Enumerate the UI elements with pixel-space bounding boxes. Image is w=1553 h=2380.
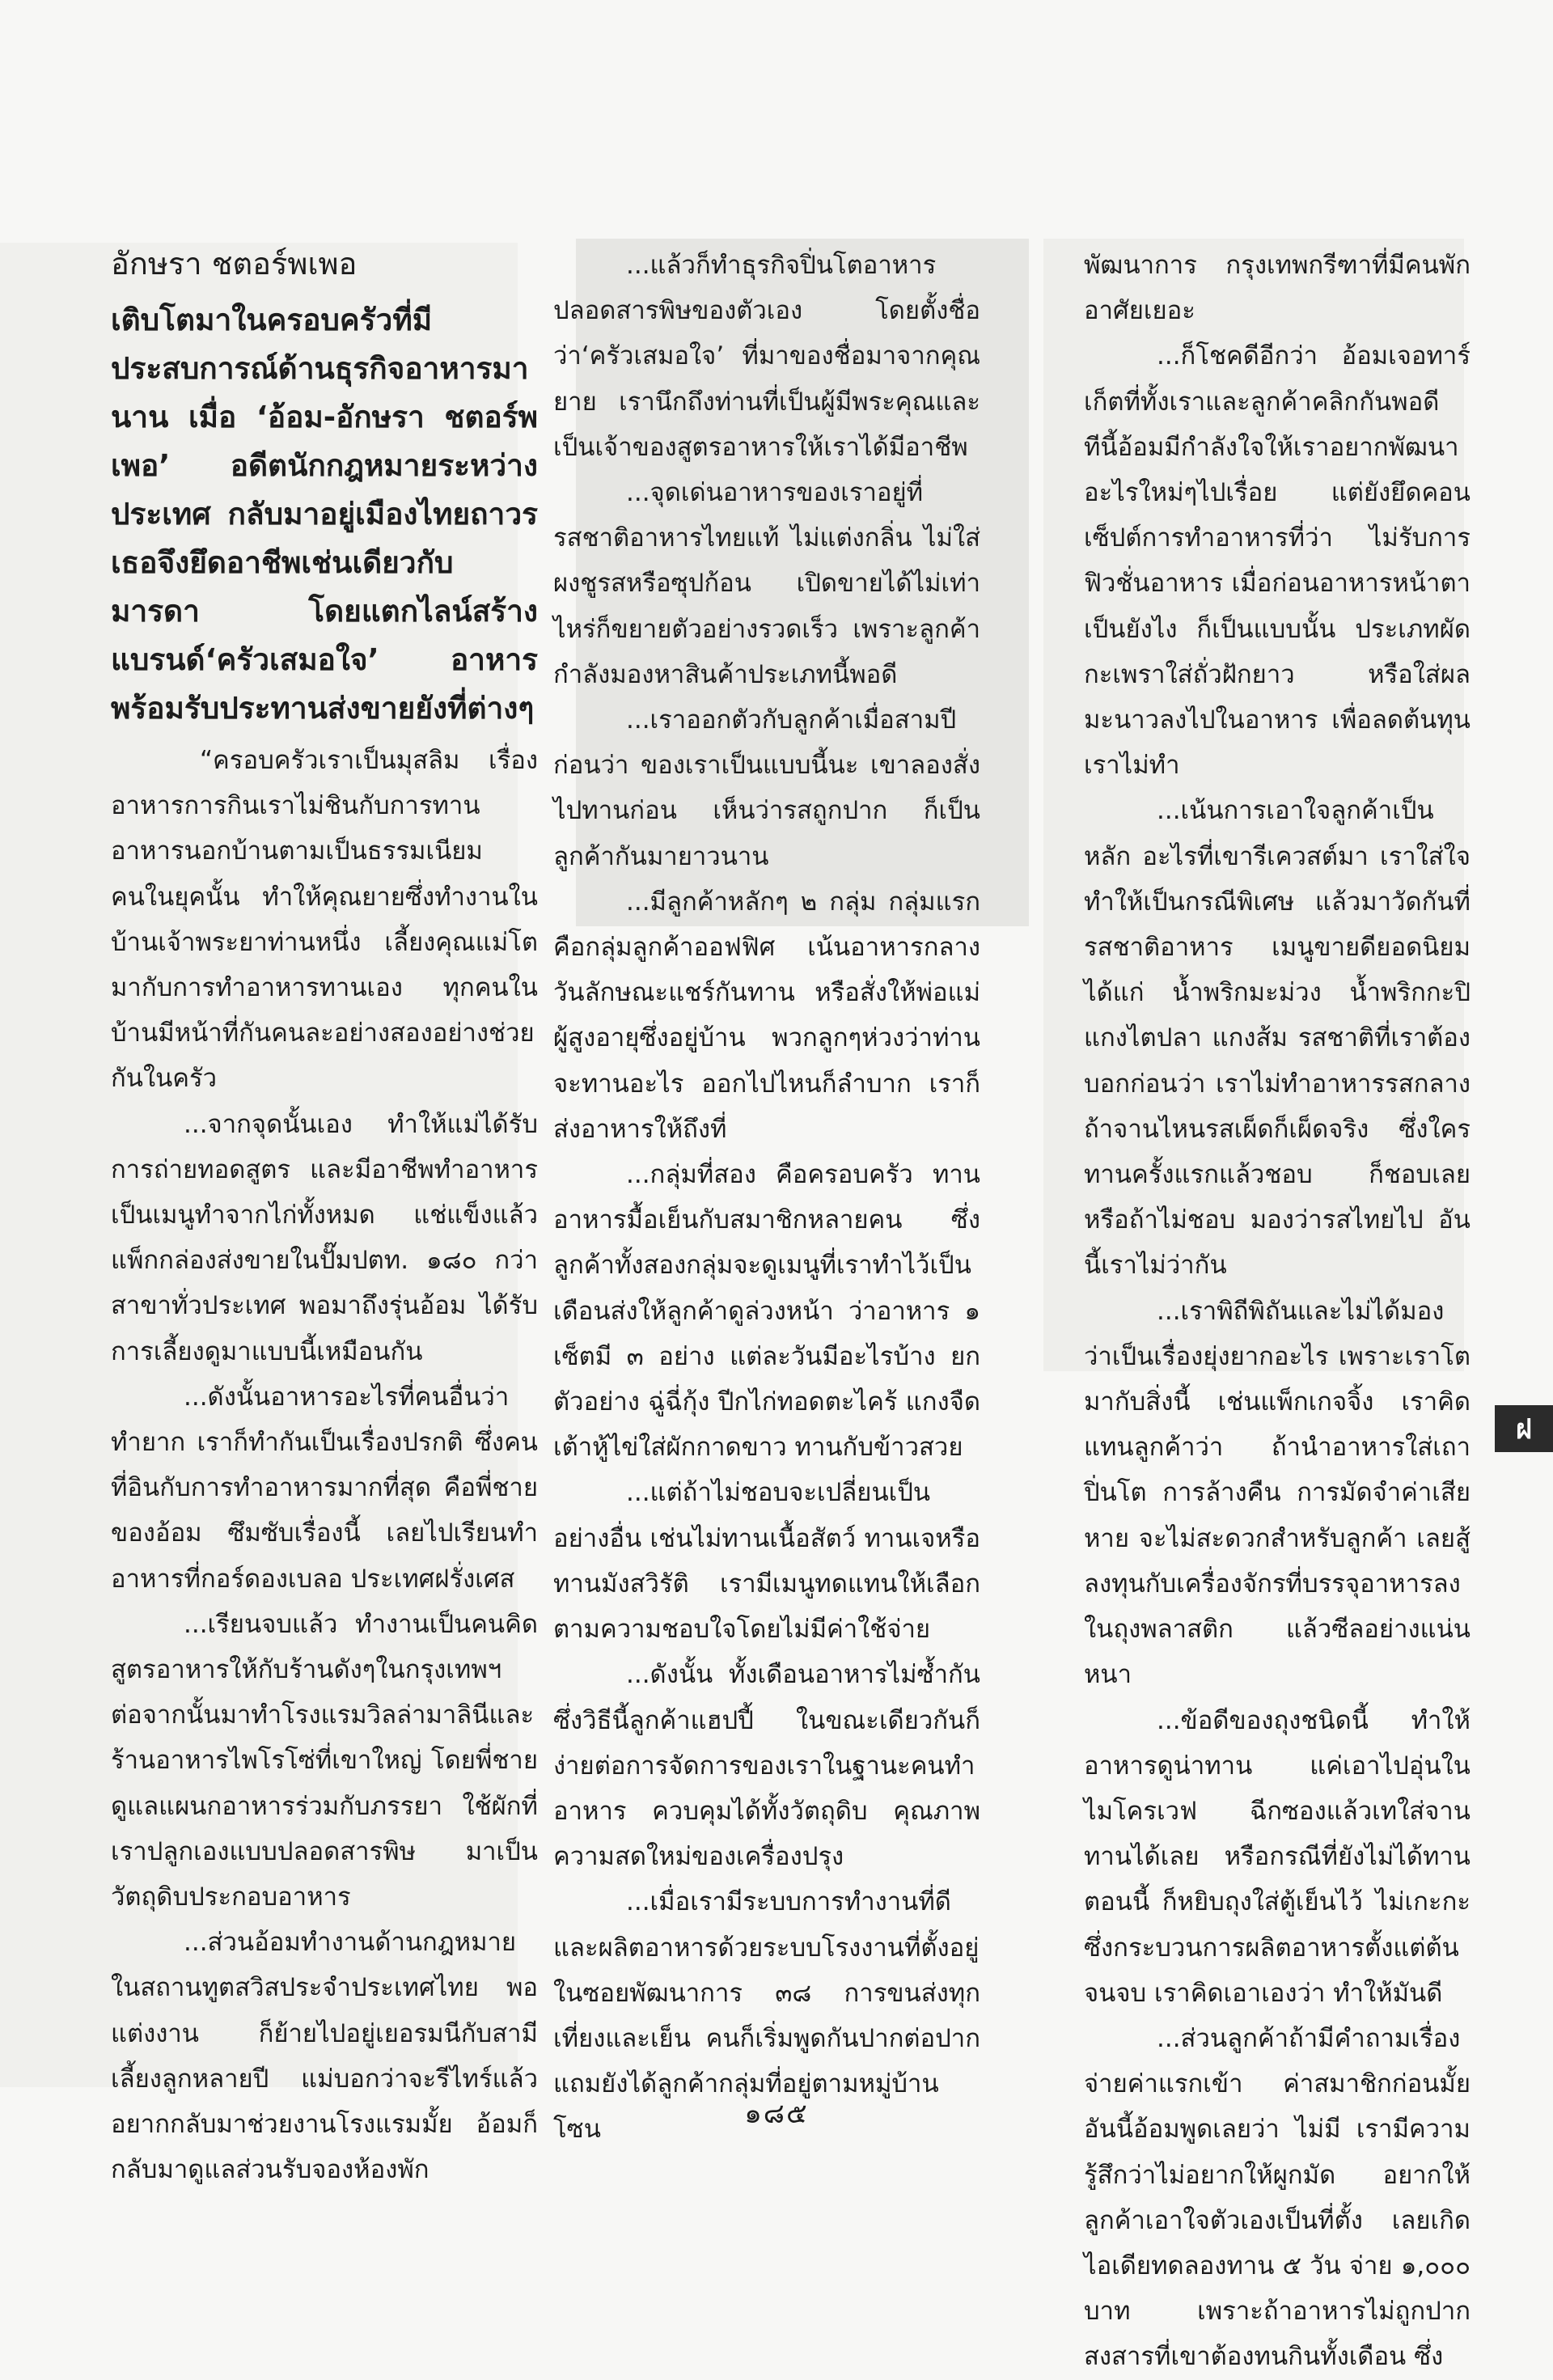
article-column-1 [111, 243, 538, 2193]
paragraph: พัฒนาการ กรุงเทพกรีฑาที่มีคนพักอาศัยเยอะ [1084, 251, 1470, 326]
paragraph: ...ดังนั้น ทั้งเดือนอาหารไม่ซ้ำกัน ซึ่งวิธีนี้ลูกค้าแฮปปี้ ในขณะเดียวกันก็ง่ายต่อการจัดการของเราในฐานะคนทำอาหาร ควบคุมได้ทั้งวัตถุดิบ คุณภาพความสดใหม่ของเครื่องปรุง [553, 1660, 980, 1872]
article-column-3 [1084, 243, 1470, 2380]
section-tab: ฝ [1495, 1405, 1553, 1452]
paragraph: ...ส่วนอ้อมทำงานด้านกฎหมายในสถานทูตสวิสประจำประเทศไทย พอแต่งงาน ก็ย้ายไปอยู่เยอรมนีกับสามี เลี้ยงลูกหลายปี แม่บอกว่าจะรีไทร์แล้ว อยากกลับมาช่วยงานโรงแรมมั้ย อ้อมก็กลับมาดูแลส่วนรับจองห้องพัก [111, 1928, 538, 2185]
page-number: ๑๘๕ [744, 2098, 809, 2130]
paragraph: ...กลุ่มที่สอง คือครอบครัว ทานอาหารมื้อเย็นกับสมาชิกหลายคน ซึ่งลูกค้าทั้งสองกลุ่มจะดูเมนูที่เราทำไว้เป็นเดือนส่งให้ลูกค้าดูล่วงหน้า ว่าอาหาร ๑ เซ็ตมี ๓ อย่าง แต่ละวันมีอะไรบ้าง ยกตัวอย่าง ฉู่ฉี่กุ้ง ปีกไก่ทอดตะไคร้ แกงจืดเต้าหู้ไข่ใส่ผักกาดขาว ทานกับข้าวสวย [553, 1160, 980, 1463]
paragraph: ...แต่ถ้าไม่ชอบจะเปลี่ยนเป็นอย่างอื่น เช่นไม่ทานเนื้อสัตว์ ทานเจหรือทานมังสวิรัติ เรามีเมนูทดแทนให้เลือกตามความชอบใจโดยไม่มีค่าใช้จ่าย [553, 1478, 980, 1645]
paragraph: ...มีลูกค้าหลักๆ ๒ กลุ่ม กลุ่มแรกคือกลุ่มลูกค้าออฟฟิศ เน้นอาหารกลางวันลักษณะแชร์กันทาน หรือสั่งให้พ่อแม่ผู้สูงอายุซึ่งอยู่บ้าน พวกลูกๆห่วงว่าท่านจะทานอะไร ออกไปไหนก็ลำบาก เราก็ส่งอาหารให้ถึงที่ [553, 887, 980, 1144]
paragraph: ...เราพิถีพิถันและไม่ได้มองว่าเป็นเรื่องยุ่งยากอะไร เพราะเราโตมากับสิ่งนี้ เช่นแพ็กเกจจิ้ง เราคิดแทนลูกค้าว่า ถ้านำอาหารใส่เถาปิ่นโต การล้างคืน การมัดจำค่าเสียหาย จะไม่สะดวกสำหรับลูกค้า เลยสู้ลงทุนกับเครื่องจักรที่บรรจุอาหารลงในถุงพลาสติก แล้วซีลอย่างแน่นหนา [1084, 1296, 1470, 1690]
paragraph: ...เรียนจบแล้ว ทำงานเป็นคนคิดสูตรอาหารให้กับร้านดังๆในกรุงเทพฯ ต่อจากนั้นมาทำโรงแรมวิลล่ามาลินีและร้านอาหารไพโรโซ่ที่เขาใหญ่ โดยพี่ชายดูแลแผนกอาหารร่วมกับภรรยา ใช้ผักที่เราปลูกเองแบบปลอดสารพิษ มาเป็นวัตถุดิบประกอบอาหาร [111, 1609, 538, 1912]
paragraph: ...ก็โชคดีอีกว่า อ้อมเจอทาร์เก็ตที่ทั้งเราและลูกค้าคลิกกันพอดี ทีนี้อ้อมมีกำลังใจให้เราอยากพัฒนาอะไรใหม่ๆไปเรื่อย แต่ยังยึดคอนเซ็ปต์การทำอาหารที่ว่า ไม่รับการฟิวชั่นอาหาร เมื่อก่อนอาหารหน้าตาเป็นยังไง ก็เป็นแบบนั้น ประเภทผัดกะเพราใส่ถั่วฝักยาว หรือใส่ผลมะนาวลงไปในอาหาร เพื่อลดต้นทุน เราไม่ทำ [1084, 341, 1470, 781]
paragraph: “ครอบครัวเราเป็นมุสลิม เรื่องอาหารการกินเราไม่ชินกับการทานอาหารนอกบ้านตามเป็นธรรมเนียมคนในยุคนั้น ทำให้คุณยายซึ่งทำงานในบ้านเจ้าพระยาท่านหนึ่ง เลี้ยงคุณแม่โตมากับการทำอาหารทานเอง ทุกคนในบ้านมีหน้าที่กันคนละอย่างสองอย่างช่วยกันในครัว [111, 746, 538, 1094]
lead-paragraph: เติบโตมาในครอบครัวที่มีประสบการณ์ด้านธุรกิจอาหารมานาน เมื่อ ‘อ้อม-อักษรา ชตอร์พเพอ’ อดีตนักกฎหมายระหว่างประเทศ กลับมาอยู่เมืองไทยถาวร เธอจึงยึดอาชีพเช่นเดียวกับมารดา โดยแตกไลน์สร้างแบรนด์‘ครัวเสมอใจ’ อาหารพร้อมรับประทานส่งขายยังที่ต่างๆ [111, 303, 538, 726]
paragraph: ...จากจุดนั้นเอง ทำให้แม่ได้รับการถ่ายทอดสูตร และมีอาชีพทำอาหารเป็นเมนูทำจากไก่ทั้งหมด แช่แข็งแล้วแพ็กกล่องส่งขายในปั๊มปตท. ๑๘๐ กว่าสาขาทั่วประเทศ พอมาถึงรุ่นอ้อม ได้รับการเลี้ยงดูมาแบบนี้เหมือนกัน [111, 1109, 538, 1366]
author-name: อักษรา ชตอร์พเพอ [111, 246, 358, 282]
paragraph: ...เราออกตัวกับลูกค้าเมื่อสามปีก่อนว่า ของเราเป็นแบบนี้นะ เขาลองสั่งไปทานก่อน เห็นว่ารสถูกปาก ก็เป็นลูกค้ากันมายาวนาน [553, 705, 980, 871]
article-column-2 [553, 243, 980, 2153]
paragraph: ...แล้วก็ทำธุรกิจปิ่นโตอาหารปลอดสารพิษของตัวเอง โดยตั้งชื่อว่า‘ครัวเสมอใจ’ ที่มาของชื่อมาจากคุณยาย เรานึกถึงท่านที่เป็นผู้มีพระคุณและเป็นเจ้าของสูตรอาหารให้เราได้มีอาชีพ [553, 251, 980, 462]
paragraph: ...ดังนั้นอาหารอะไรที่คนอื่นว่าทำยาก เราก็ทำกันเป็นเรื่องปรกติ ซึ่งคนที่อินกับการทำอาหารมากที่สุด คือพี่ชายของอ้อม ซึมซับเรื่องนี้ เลยไปเรียนทำอาหารที่กอร์ดองเบลอ ประเทศฝรั่งเศส [111, 1382, 538, 1594]
paragraph: ...ข้อดีของถุงชนิดนี้ ทำให้อาหารดูน่าทาน แค่เอาไปอุ่นในไมโครเวฟ ฉีกซองแล้วเทใส่จานทานได้เลย หรือกรณีที่ยังไม่ได้ทานตอนนี้ ก็หยิบถุงใส่ตู้เย็นไว้ ไม่เกะกะ ซึ่งกระบวนการผลิตอาหารตั้งแต่ต้นจนจบ เราคิดเอาเองว่า ทำให้มันดี [1084, 1705, 1470, 2008]
paragraph: ...จุดเด่นอาหารของเราอยู่ที่รสชาติอาหารไทยแท้ ไม่แต่งกลิ่น ไม่ใส่ผงชูรสหรือซุปก้อน เปิดขายได้ไม่เท่าไหร่ก็ขยายตัวอย่างรวดเร็ว เพราะลูกค้ากำลังมองหาสินค้าประเภทนี้พอดี [553, 478, 980, 689]
paragraph: ...ส่วนลูกค้าถ้ามีคำถามเรื่องจ่ายค่าแรกเข้า ค่าสมาชิกก่อนมั้ย อันนี้อ้อมพูดเลยว่า ไม่มี เรามีความรู้สึกว่าไม่อยากให้ผูกมัด อยากให้ลูกค้าเอาใจตัวเองเป็นที่ตั้ง เลยเกิดไอเดียทดลองทาน ๕ วัน จ่าย ๑,๐๐๐ บาท เพราะถ้าอาหารไม่ถูกปาก สงสารที่เขาต้องทนกินทั้งเดือน ซึ่ง [1084, 2023, 1470, 2372]
paragraph: ...เน้นการเอาใจลูกค้าเป็นหลัก อะไรที่เขารีเควสต์มา เราใส่ใจทำให้เป็นกรณีพิเศษ แล้วมาวัดกันที่รสชาติอาหาร เมนูขายดียอดนิยม ได้แก่ น้ำพริกมะม่วง น้ำพริกกะปิ แกงไตปลา แกงส้ม รสชาติที่เราต้องบอกก่อนว่า เราไม่ทำอาหารรสกลาง ถ้าจานไหนรสเผ็ดก็เผ็ดจริง ซึ่งใครทานครั้งแรกแล้วชอบ ก็ชอบเลย หรือถ้าไม่ชอบ มองว่ารสไทยไป อันนี้เราไม่ว่ากัน [1084, 796, 1470, 1281]
paragraph: ...เมื่อเรามีระบบการทำงานที่ดีและผลิตอาหารด้วยระบบโรงงานที่ตั้งอยู่ในซอยพัฒนาการ ๓๘ การขนส่งทุกเที่ยงและเย็น คนก็เริ่มพูดกันปากต่อปาก แถมยังได้ลูกค้ากลุ่มที่อยู่ตามหมู่บ้านโซน [553, 1887, 980, 2145]
